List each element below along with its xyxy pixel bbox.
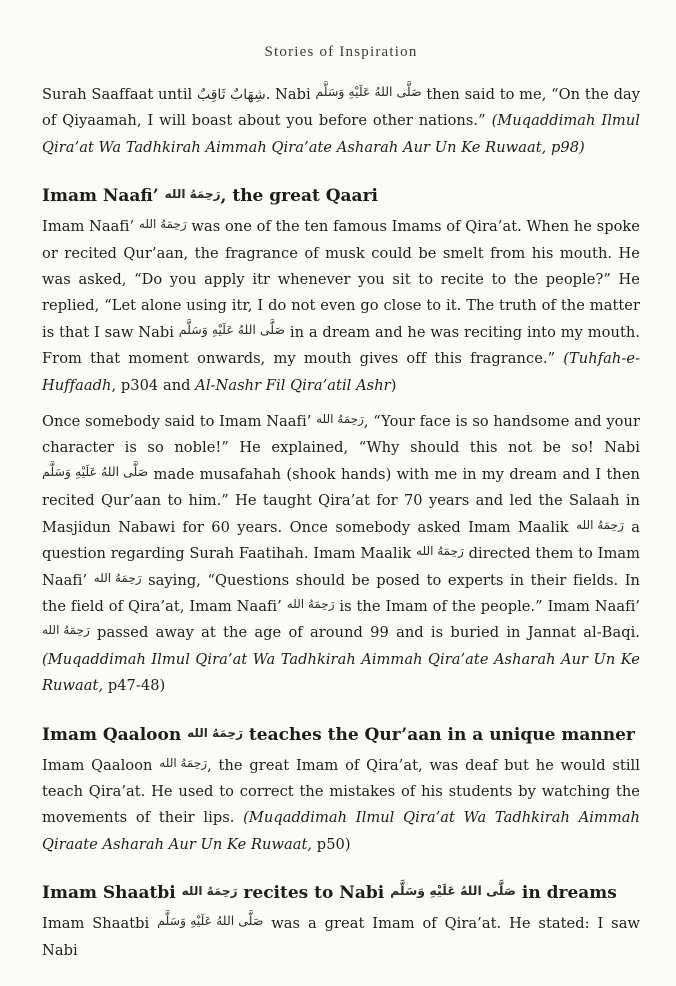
rahmatullah-calligraphy: رَحِمَهُ الله [416,544,464,559]
reference-citation: (Muqaddimah Ilmul Qira’at Wa Tadhkirah Aimmah Qira’ate Asharah Aur Un Ke Ruwaat, [42,650,640,695]
rahmatullah-calligraphy: رَحِمَهُ الله [181,884,238,899]
rahmatullah-calligraphy: رَحِمَهُ الله [138,217,187,232]
rahmatullah-calligraphy: رَحِمَهُ الله [42,623,90,638]
section-heading-imam-shaatbi: Imam Shaatbi رَحِمَهُ الله recites to Nabi صَلَّى اللهُ عَلَيْهِ وَسَلَّم in dreams [42,880,640,907]
paragraph-imam-shaatbi: Imam Shaatbi صَلَّى اللهُ عَلَيْهِ وَسَلَّم was a great Imam of Qira’at. He stated: I saw Nabi [42,911,640,964]
paragraph-surah-saaffaat: Surah Saaffaat until شِهَابٌ ثَاقِبٌ. Nabi صَلَّى اللهُ عَلَيْهِ وَسَلَّم then said to me, “On the day of Qiyaamah, I will boast about you before other nations.” (Muqaddimah Ilmul Qira’at Wa Tadhkirah Aimmah Qira’ate Asharah Aur Un Ke Ruwaat, p98) [42,82,640,161]
rahmatullah-calligraphy: رَحِمَهُ الله [187,725,243,740]
rahmatullah-calligraphy: رَحِمَهُ الله [286,596,335,611]
reference-citation: Al-Nashr Fil Qira’atil Ashr [195,376,391,394]
reference-citation: (Muqaddimah Ilmul Qira’at Wa Tadhkirah Aimmah Qiraate Asharah Aur Un Ke Ruwaat, [42,809,640,853]
reference-citation: (Muqaddimah Ilmul Qira’at Wa Tadhkirah Aimmah Qira’ate Asharah Aur Un Ke Ruwaat, p98) [42,112,640,156]
salutation-calligraphy: صَلَّى اللهُ عَلَيْهِ وَسَلَّم [390,883,516,899]
paragraph-imam-naafi-fragrance: Imam Naafi’ رَحِمَهُ الله was one of the ten famous Imams of Qira’at. When he spoke or recited Qur’aan, the fragrance of musk could be smelt from his mouth. He was asked, “Do you apply itr whenever you sit to recite to the people?” He replied, “Let alone using itr, I do not even go close to it. The truth of the matter is that I saw Nabi صَلَّى اللهُ عَلَيْهِ وَسَلَّم in a dream and he was reciting into my mouth. From that moment onwards, my mouth gives off this fragrance.” (Tuhfah-e-Huffaadh, p304 and Al-Nashr Fil Qira’atil Ashr) [42,214,640,399]
paragraph-imam-qaaloon: Imam Qaaloon رَحِمَهُ الله, the great Imam of Qira’at, was deaf but he would still teach Qira’at. He used to correct the mistakes of his students by watching the movements of their lips. (Muqaddimah Ilmul Qira’at Wa Tadhkirah Aimmah Qiraate Asharah Aur Un Ke Ruwaat, p50) [42,753,640,859]
salutation-calligraphy: صَلَّى اللهُ عَلَيْهِ وَسَلَّم [178,321,286,337]
salutation-calligraphy: صَلَّى اللهُ عَلَيْهِ وَسَلَّم [42,463,149,479]
reference-citation: (Tuhfah-e-Huffaadh [42,350,640,394]
rahmatullah-calligraphy: رَحِمَهُ الله [159,755,208,770]
rahmatullah-calligraphy: رَحِمَهُ الله [164,187,221,202]
salutation-calligraphy: صَلَّى اللهُ عَلَيْهِ وَسَلَّم [157,913,264,929]
rahmatullah-calligraphy: رَحِمَهُ الله [576,517,624,532]
paragraph-imam-naafi-noble: Once somebody said to Imam Naafi’ رَحِمَهُ الله, “Your face is so handsome and your character is so noble!” He explained, “Why should this not be so! Nabi صَلَّى اللهُ عَلَيْهِ وَسَلَّم made musafahah (shook hands) with me in my dream and I then recited Qur’aan to him.” He taught Qira’at for 70 years and led the Salaah in Masjidun Nabawi for 60 years. Once somebody asked Imam Maalik رَحِمَهُ الله a question regarding Surah Faatihah. Imam Maalik رَحِمَهُ الله directed them to Imam Naafi’ رَحِمَهُ الله saying, “Questions should be posed to experts in their fields. In the field of Qira’at, Imam Naafi’ رَحِمَهُ الله is the Imam of the people.” Imam Naafi’ رَحِمَهُ الله passed away at the age of around 99 and is buried in Jannat al-Baqi. (Muqaddimah Ilmul Qira’at Wa Tadhkirah Aimmah Qira’ate Asharah Aur Un Ke Ruwaat, p47-48) [42,409,640,699]
arabic-shihab-thaqib: شِهَابٌ ثَاقِبٌ [196,87,266,103]
rahmatullah-calligraphy: رَحِمَهُ الله [316,412,364,427]
section-heading-imam-naafi: Imam Naafi’ رَحِمَهُ الله, the great Qaari [42,183,640,210]
salutation-calligraphy: صَلَّى اللهُ عَلَيْهِ وَسَلَّم [315,84,422,99]
rahmatullah-calligraphy: رَحِمَهُ الله [93,570,142,585]
running-head: Stories of Inspiration [264,44,418,60]
section-heading-imam-qaaloon: Imam Qaaloon رَحِمَهُ الله teaches the Qur’aan in a unique manner [42,722,640,749]
